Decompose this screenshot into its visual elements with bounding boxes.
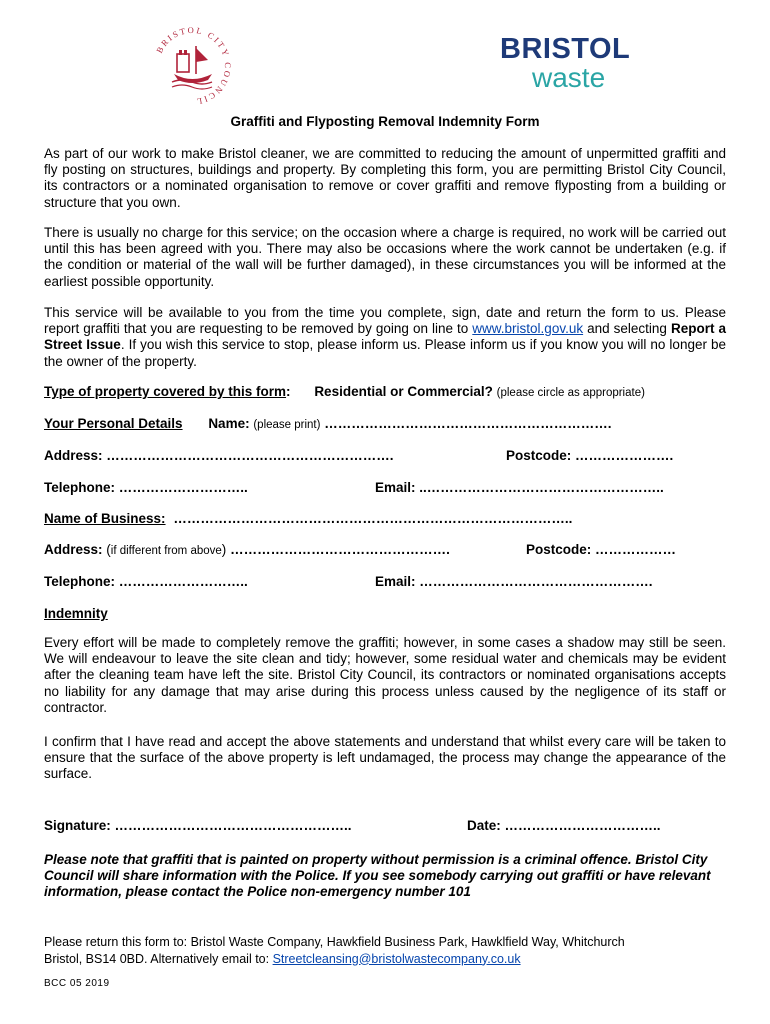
business-email-field[interactable]: …………………………………………….: [419, 574, 653, 589]
personal-name-row: [44, 416, 734, 431]
telephone-field[interactable]: ………………………..: [118, 480, 248, 495]
svg-text:BRISTOL CITY COUNCIL: [154, 25, 233, 107]
signature-field[interactable]: ……………………………………………..: [114, 818, 352, 833]
document-code: BCC 05 2019: [44, 978, 110, 989]
address-field[interactable]: ……………………………………………………….: [106, 448, 394, 463]
business-email-label: Email:: [375, 574, 416, 589]
address-label: Address:: [44, 448, 103, 463]
police-notice: Please note that graffiti that is painted on property without permission is a criminal offence. Bristol City Council will share information with the Police. If you see somebody carrying out graffiti or have relevant information, please contact the Police non-emergency number 101: [44, 852, 711, 900]
intro-paragraph-1: As part of our work to make Bristol cleaner, we are committed to reducing the amount of unpermitted graffiti and fly posting on structures, buildings and property. By completing this form, you are permitting Bristol City Council, its contractors or a nominated organisation to remove or cover graffiti and remove flyposting from a building or structure that you own.: [44, 146, 726, 210]
name-field[interactable]: ……………………………………………………….: [324, 416, 612, 431]
name-label: Name:: [208, 416, 250, 431]
bristol-waste-logo-bottom: waste: [532, 62, 606, 93]
business-address-label: Address:: [44, 542, 103, 557]
business-address-row: Address: (if different from above) …………………………………………. Postcode: ………………: [44, 542, 677, 557]
signature-label: Signature:: [44, 818, 111, 833]
personal-address-row: [44, 448, 734, 463]
property-type-hint: (please circle as appropriate): [496, 387, 645, 399]
indemnity-paragraph-2: I confirm that I have read and accept the above statements and understand that whilst every care will be taken to ensure that the surface of the above property is left undamaged, the process may change the appearance of the surface.: [44, 734, 726, 782]
email-label: Email:: [375, 480, 416, 495]
postcode-label: Postcode:: [506, 448, 572, 463]
signature-row: [44, 818, 734, 833]
indemnity-paragraph-1: Every effort will be made to completely remove the graffiti; however, in some cases a shadow may still be seen. We will endeavour to leave the site clean and tidy; however, some residual water and chemicals may be evident after the cleaning team have left the site. Bristol City Council, its contractors or nominated organisations accepts no liability for any damage that may arise during this process unless caused by the negligence of its staff or contractor.: [44, 635, 726, 715]
return-instructions: Please return this form to: Bristol Waste Company, Hawkfield Business Park, Hawklfield Way, Whitchurch Bristol, BS14 0BD. Alternatively email to: Streetcleansing@bristolwastecompany.co.uk: [44, 935, 625, 966]
business-telephone-field[interactable]: ………………………..: [118, 574, 248, 589]
intro-paragraph-3: This service will be available to you from the time you complete, sign, date and return the form to us. Please report graffiti that you are requesting to be removed by going on line to www.bristol.gov.uk and selecting Report a Street Issue. If you wish this service to stop, please inform us. Please inform us if you know you will no longer be the owner of the property.: [44, 305, 726, 369]
street-cleansing-email-link[interactable]: Streetcleansing@bristolwastecompany.co.uk: [272, 951, 521, 966]
business-address-hint: if different from above: [110, 545, 222, 557]
personal-contact-row: [44, 480, 734, 495]
business-postcode-field[interactable]: ………………: [595, 542, 677, 557]
date-field[interactable]: ……………………………..: [504, 818, 661, 833]
personal-details-heading: Your Personal Details: [44, 416, 183, 431]
council-ring-text: BRISTOL CITY COUNCIL: [154, 24, 234, 108]
business-contact-row: [44, 574, 734, 589]
property-type-row: Type of property covered by this form: Residential or Commercial? (please circle as appropriate): [44, 384, 645, 399]
postcode-field[interactable]: ………………….: [575, 448, 674, 463]
bristol-waste-logo: [500, 34, 640, 96]
business-name-field[interactable]: ……………………………………………………………………………..: [173, 511, 573, 526]
bristol-gov-link[interactable]: www.bristol.gov.uk: [472, 321, 584, 337]
business-name-label: Name of Business:: [44, 511, 166, 526]
form-title: Graffiti and Flyposting Removal Indemnity Form: [230, 114, 540, 129]
indemnity-heading: Indemnity: [44, 606, 108, 621]
date-label: Date:: [467, 818, 501, 833]
business-postcode-label: Postcode:: [526, 542, 592, 557]
business-name-row: [44, 511, 734, 526]
bristol-city-council-logo: [150, 24, 234, 108]
name-hint: (please print): [253, 419, 321, 431]
council-crest-icon: [150, 24, 234, 108]
telephone-label: Telephone:: [44, 480, 116, 495]
bristol-waste-logo-top: BRISTOL: [500, 33, 631, 65]
business-address-field[interactable]: ………………………………………….: [230, 542, 450, 557]
property-type-label: Type of property covered by this form: [44, 384, 287, 399]
business-telephone-label: Telephone:: [44, 574, 116, 589]
email-field[interactable]: ..……………………………………………..: [419, 480, 664, 495]
intro-paragraph-2: There is usually no charge for this service; on the occasion where a charge is required, no work will be carried out until this has been agreed with you. There may also be occasions where the work cannot be undertaken (e.g. if the condition or material of the wall will be further damaged), in these circumstances you will be informed at the earliest possible opportunity.: [44, 225, 726, 289]
property-type-options[interactable]: Residential or Commercial?: [314, 384, 493, 399]
